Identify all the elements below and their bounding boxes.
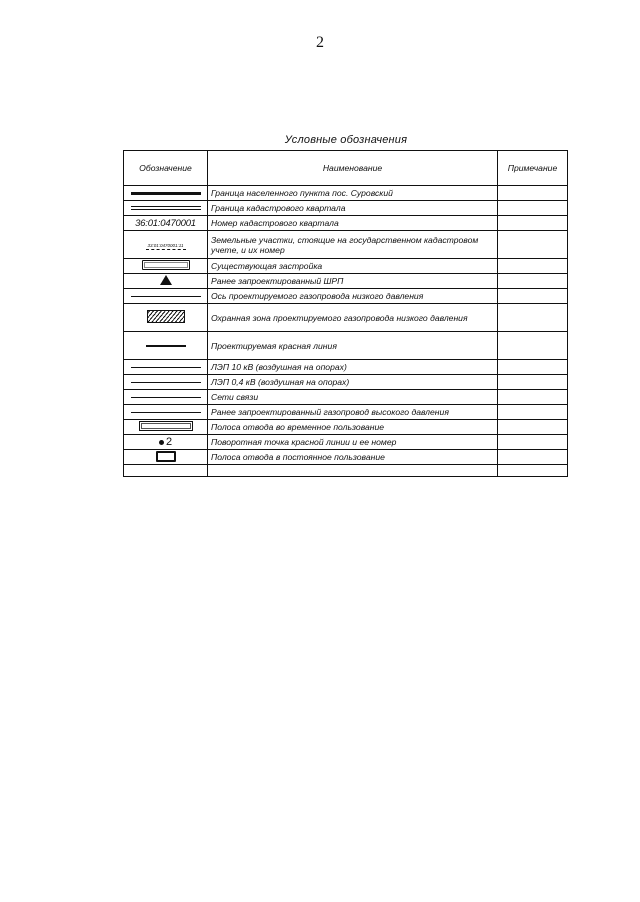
- turning-point-number: 2: [165, 436, 173, 448]
- name-cell: Охранная зона проектируемого газопровода низкого давления: [208, 304, 498, 332]
- name-cell: Полоса отвода в постоянное пользование: [208, 450, 498, 465]
- note-cell: [498, 465, 568, 477]
- table-row: [124, 450, 568, 465]
- name-cell: Сети связи: [208, 390, 498, 405]
- header-name: Наименование: [208, 151, 498, 186]
- note-cell: [498, 201, 568, 216]
- table-row: [124, 360, 568, 375]
- note-cell: [498, 405, 568, 420]
- symbol-cell: [124, 450, 208, 465]
- note-cell: [498, 259, 568, 274]
- note-cell: [498, 420, 568, 435]
- table-row: [124, 435, 568, 450]
- symbol-cell: [124, 231, 208, 259]
- legend-title: Условные обозначения: [284, 134, 408, 146]
- table-row: [124, 289, 568, 304]
- name-cell: Земельные участки, стоящие на государственном кадастровом учете, и их номер: [208, 231, 498, 259]
- symbol-cell: [124, 332, 208, 360]
- name-cell: Номер кадастрового квартала: [208, 216, 498, 231]
- parcel-number-symbol: 33:01:0470001:11: [146, 243, 186, 250]
- note-cell: [498, 289, 568, 304]
- note-cell: [498, 435, 568, 450]
- note-cell: [498, 450, 568, 465]
- symbol-cell: [124, 360, 208, 375]
- note-cell: [498, 274, 568, 289]
- name-cell: Полоса отвода во временное пользование: [208, 420, 498, 435]
- small-rect-symbol: [156, 451, 176, 462]
- symbol-cell: [124, 405, 208, 420]
- symbol-cell: [124, 201, 208, 216]
- note-cell: [498, 390, 568, 405]
- note-cell: [498, 186, 568, 201]
- legend-header-row: [124, 151, 568, 186]
- thin-line-symbol: [131, 397, 201, 398]
- name-cell: [208, 465, 498, 477]
- table-row: [124, 375, 568, 390]
- cadastral-number-symbol: 36:01:0470001: [135, 217, 196, 229]
- note-cell: [498, 375, 568, 390]
- red-line-symbol: [146, 345, 186, 347]
- symbol-cell: [124, 289, 208, 304]
- hatched-rect-symbol: [147, 310, 185, 323]
- symbol-cell: [124, 390, 208, 405]
- thick-line-symbol: [131, 192, 201, 195]
- name-cell: Проектируемая красная линия: [208, 332, 498, 360]
- name-cell: ЛЭП 10 кВ (воздушная на опорах): [208, 360, 498, 375]
- table-row: [124, 201, 568, 216]
- table-row: [124, 186, 568, 201]
- name-cell: Существующая застройка: [208, 259, 498, 274]
- name-cell: Ранее запроектированный ШРП: [208, 274, 498, 289]
- table-row: [124, 332, 568, 360]
- symbol-cell: [124, 420, 208, 435]
- table-row: [124, 216, 568, 231]
- thin-line-symbol: [131, 412, 201, 413]
- header-symbol: Обозначение: [124, 151, 208, 186]
- note-cell: [498, 231, 568, 259]
- double-line-symbol: [131, 206, 201, 210]
- table-row: [124, 390, 568, 405]
- header-note: Примечание: [498, 151, 568, 186]
- name-cell: Ось проектируемого газопровода низкого давления: [208, 289, 498, 304]
- turning-point-symbol: [159, 436, 172, 448]
- symbol-cell: [124, 435, 208, 450]
- legend-table: [123, 150, 568, 477]
- name-cell: Ранее запроектированный газопровод высокого давления: [208, 405, 498, 420]
- note-cell: [498, 332, 568, 360]
- building-rect-symbol: [142, 260, 190, 270]
- name-cell: Граница кадастрового квартала: [208, 201, 498, 216]
- table-row: [124, 420, 568, 435]
- table-row: [124, 405, 568, 420]
- triangle-icon: [160, 275, 172, 285]
- symbol-cell: [124, 186, 208, 201]
- thin-line-symbol: [131, 367, 201, 368]
- table-row: [124, 231, 568, 259]
- table-row: [124, 465, 568, 477]
- table-row: [124, 304, 568, 332]
- table-row: [124, 274, 568, 289]
- note-cell: [498, 360, 568, 375]
- thin-line-symbol: [131, 382, 201, 383]
- note-cell: [498, 216, 568, 231]
- name-cell: Граница населенного пункта пос. Суровский: [208, 186, 498, 201]
- symbol-cell: [124, 304, 208, 332]
- symbol-cell: [124, 259, 208, 274]
- dashed-rect-symbol: [139, 421, 193, 431]
- symbol-cell: [124, 216, 208, 231]
- name-cell: ЛЭП 0,4 кВ (воздушная на опорах): [208, 375, 498, 390]
- symbol-cell: [124, 375, 208, 390]
- symbol-cell: [124, 274, 208, 289]
- thin-line-symbol: [131, 296, 201, 297]
- note-cell: [498, 304, 568, 332]
- table-row: [124, 259, 568, 274]
- page-number: 2: [316, 34, 324, 51]
- symbol-cell: [124, 465, 208, 477]
- dot-icon: [159, 440, 164, 445]
- name-cell: Поворотная точка красной линии и ее номер: [208, 435, 498, 450]
